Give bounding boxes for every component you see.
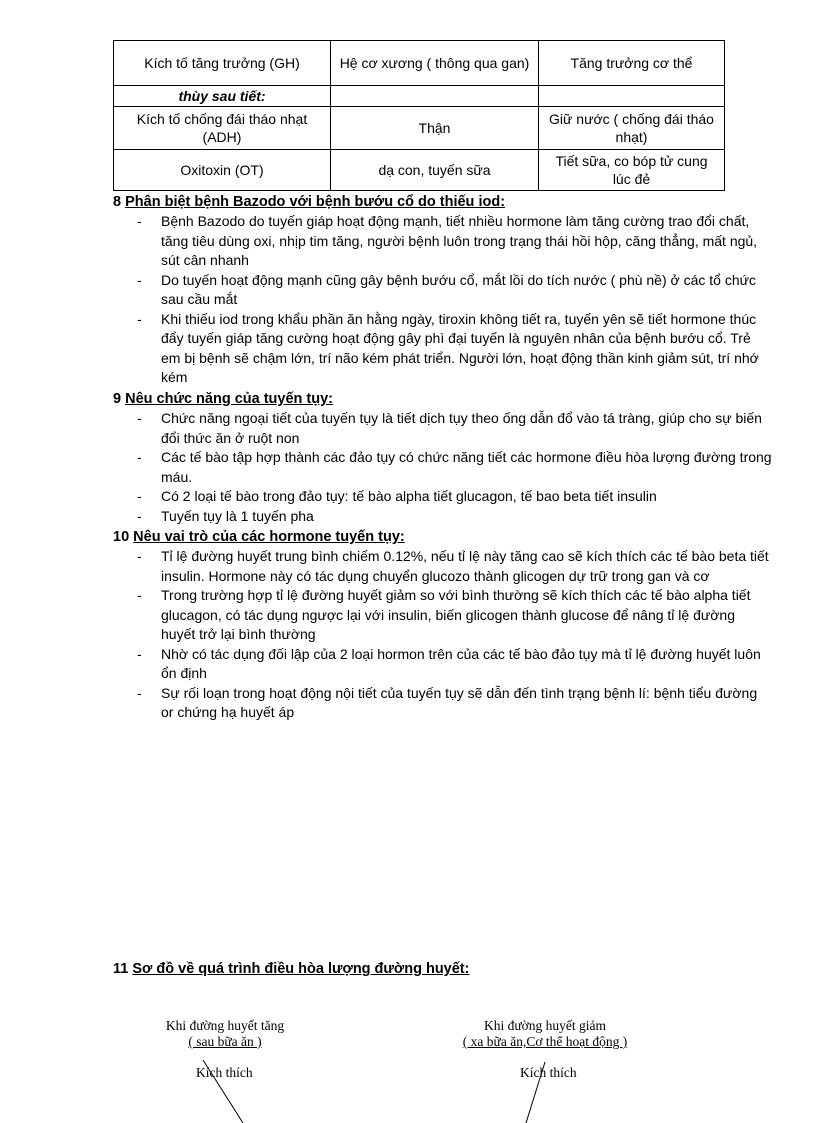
section-title: Sơ đồ về quá trình điều hòa lượng đường huyết: [132,961,470,977]
diagram-right-arrow-line [526,1062,545,1123]
diagram-right-subtitle: ( xa bữa ăn,Cơ thể hoạt động ) [462,1034,628,1049]
table-cell: Giữ nước ( chống đái tháo nhạt) [539,107,725,150]
list-item: - Tỉ lệ đường huyết trung bình chiếm 0.12%, nếu tỉ lệ này tăng cao sẽ kích thích các tế bào beta tiết insulin. Hormone này có tác dụng chuyển glucozo thành glicogen dự trữ trong gan và cơ [137,548,769,584]
section-number: 8 [113,194,122,210]
section-number: 11 [113,961,129,977]
diagram-left-arrow-line [203,1060,243,1123]
list-item: - Tuyến tụy là 1 tuyến pha [137,507,314,524]
table-cell: Kích tố tăng trưởng (GH) [114,41,331,86]
diagram-right-arrow-label: Kích thích [520,1065,577,1080]
diagram-left-title: Khi đường huyết tăng [165,1018,285,1033]
list-item: - Do tuyến hoạt động mạnh cũng gây bệnh bướu cổ, mắt lồi do tích nước ( phù nề) ở các tổ chức sau cầu mắt [137,271,756,307]
list-item: - Bệnh Bazodo do tuyến giáp hoạt động mạnh, tiết nhiều hormone làm tăng cường trao đổi chất, tăng tiêu dùng oxi, nhịp tim tăng, người bệnh luôn trong trạng thái hồi hộp, căng thẳng, mất ngủ, sút cân nhanh [137,213,758,268]
list-item: - Trong trường hợp tỉ lệ đường huyết giảm so với bình thường sẽ kích thích các tế bào alpha tiết glucagon, có tác dụng ngược lại với insulin, biến glicogen thành glucose để nâng tỉ lệ đường huyết trở lại bình thường [137,587,751,642]
table-cell: Tăng trưởng cơ thể [539,41,725,86]
table-cell: dạ con, tuyến sữa [331,150,539,191]
table-cell: Kích tố chống đái tháo nhạt (ADH) [114,107,331,150]
diagram-left-arrow-label: Kích thích [196,1065,253,1080]
list-item: - Chức năng ngoại tiết của tuyến tụy là tiết dịch tụy theo ống dẫn đổ vào tá tràng, giúp cho sự biến đổi thức ăn ở ruột non [137,410,762,446]
list-item: - Sự rối loạn trong hoạt động nội tiết của tuyến tụy sẽ dẫn đến tình trạng bệnh lí: bệnh tiểu đường or chứng hạ huyết áp [137,684,758,720]
section-title: Phân biệt bệnh Bazodo với bệnh bướu cổ do thiếu iod: [125,194,506,210]
list-item: - Khi thiếu iod trong khẩu phần ăn hằng ngày, tiroxin không tiết ra, tuyến yên sẽ tiết hormone thúc đẩy tuyến giáp tăng cường hoạt động gây phì đại tuyến là nguyên nhân của bệnh bướu cổ. Trẻ em bị bệnh sẽ chậm lớn, trí não kém phát triển. Người lớn, hoạt động thần kinh giảm sút, trí nhớ kém [137,310,759,385]
table-cell: Oxitoxin (OT) [114,150,331,191]
table-subheading: thùy sau tiết: [114,86,331,107]
section-title: Nêu vai trò của các hormone tuyến tụy: [133,529,405,545]
list-item: - Nhờ có tác dụng đối lập của 2 loại hormon trên của các tế bào đảo tụy mà tỉ lệ đường huyết luôn ổn định [137,645,761,681]
list-item: - Có 2 loại tế bào trong đảo tụy: tế bào alpha tiết glucagon, tế bao beta tiết insulin [137,488,657,504]
diagram-left-subtitle: ( sau bữa ăn ) [188,1034,262,1049]
diagram-right-title: Khi đường huyết giảm [483,1018,607,1033]
section-title: Nêu chức năng của tuyến tụy: [125,391,334,407]
section-number: 10 [113,529,130,545]
table-cell: Hệ cơ xương ( thông qua gan) [331,41,539,86]
table-cell: Tiết sữa, co bóp tử cung lúc đẻ [539,150,725,191]
list-item: - Các tế bào tập hợp thành các đảo tụy có chức năng tiết các hormone điều hòa lượng đường trong máu. [137,449,772,485]
section-number: 9 [113,391,122,407]
table-cell: Thận [331,107,539,150]
